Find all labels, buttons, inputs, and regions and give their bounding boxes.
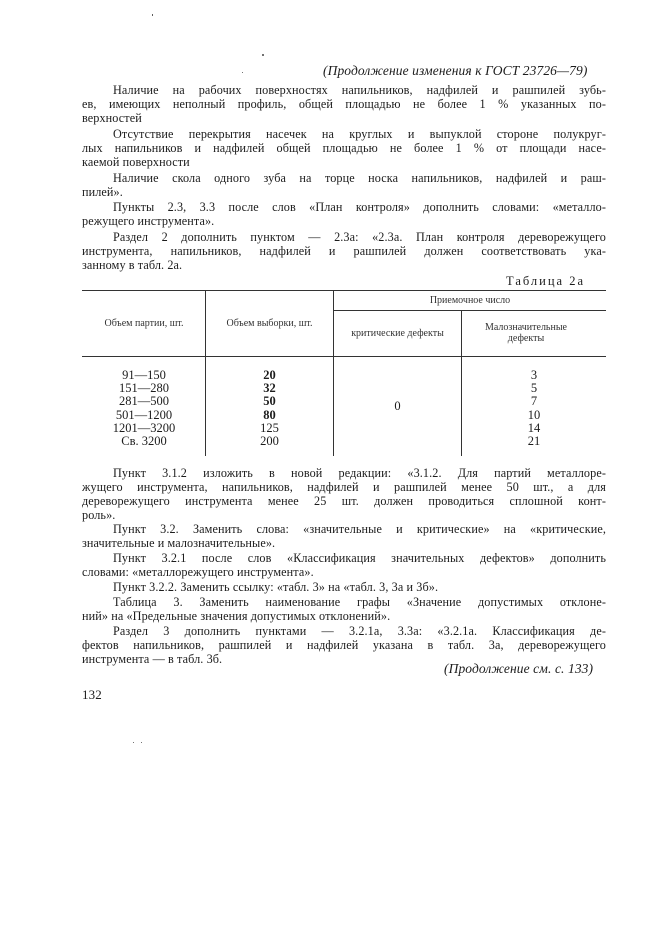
cell-lot-size: 501—1200 bbox=[115, 407, 173, 422]
column-header-acceptance-number: Приемочное число bbox=[429, 295, 511, 306]
scan-speck bbox=[242, 72, 243, 73]
column-header-lot-size: Объем партии, шт. bbox=[104, 318, 184, 329]
table-top-rule bbox=[82, 290, 606, 291]
text-line: Наличие скола одного зуба на торце носка напильников, надфилей и раш- bbox=[113, 171, 606, 185]
cell-sample-size: 125 bbox=[260, 420, 279, 435]
cell-minor-defects: 10 bbox=[527, 407, 541, 422]
text-line: Раздел 2 дополнить пунктом — 2.3а: «2.3а. План контроля дереворежущего bbox=[113, 230, 606, 244]
scan-speck bbox=[133, 742, 134, 743]
text-line: жущего инструмента, напильников, надфилей и рашпилей менее 50 шт., а для bbox=[82, 480, 606, 494]
continuation-header: (Продолжение изменения к ГОСТ 23726—79) bbox=[323, 63, 588, 78]
text-line: Пункт 3.2. Заменить слова: «значительные и критические» на «критические, bbox=[113, 522, 606, 536]
text-line: каемой поверхности bbox=[82, 155, 190, 169]
column-header-minor-defects: Малозначительные дефекты bbox=[485, 322, 567, 344]
cell-lot-size: 91—150 bbox=[122, 368, 166, 382]
cell-lot-size: 151—280 bbox=[119, 381, 169, 396]
text-line: Таблица 3. Заменить наименование графы «Значение допустимых отклоне- bbox=[113, 595, 606, 609]
cell-sample-size: 32 bbox=[263, 381, 276, 396]
text-line: Пункты 2.3, 3.3 после слов «План контроля» дополнить словами: «металло- bbox=[113, 200, 606, 214]
text-line: ев, имеющих неполный профиль, общей площадью не более 1 % указанных по- bbox=[82, 97, 606, 111]
text-line: Пункт 3.2.2. Заменить ссылку: «табл. 3» на «табл. 3, 3а и 3б». bbox=[113, 580, 439, 594]
cell-minor-defects: 5 bbox=[530, 381, 538, 396]
cell-lot-size: 281—500 bbox=[119, 394, 169, 409]
column-divider bbox=[333, 291, 334, 456]
text-line: дереворежущего инструмента менее 25 шт. должен проводиться сплошной конт- bbox=[82, 494, 606, 508]
scan-speck bbox=[141, 742, 142, 743]
cell-sample-size: 80 bbox=[263, 407, 276, 422]
text-line: ний» на «Предельные значения допустимых отклонений». bbox=[82, 609, 391, 623]
text-line: инструмента — в табл. 3б. bbox=[82, 652, 223, 666]
text-line: верхностей bbox=[82, 111, 142, 125]
text-line: Пункт 3.2.1 после слов «Классификация значительных дефектов» дополнить bbox=[113, 551, 606, 565]
cell-lot-size: 1201—3200 bbox=[112, 420, 176, 435]
cell-minor-defects: 3 bbox=[530, 368, 538, 382]
text-line: словами: «металлорежущего инструмента». bbox=[82, 565, 314, 579]
text-line: значительные и малозначительные». bbox=[82, 536, 276, 550]
cell-sample-size: 200 bbox=[260, 434, 279, 448]
header-divider bbox=[82, 356, 606, 357]
page-number: 132 bbox=[82, 687, 102, 702]
text-line: занному в табл. 2а. bbox=[82, 258, 183, 272]
text-line: Раздел 3 дополнить пунктами — 3.2.1а, 3.3а: «3.2.1а. Классификация де- bbox=[113, 624, 606, 638]
cell-minor-defects: 14 bbox=[527, 420, 541, 435]
text-line: лых напильников и надфилей общей площадью не более 1 % от площади насе- bbox=[82, 141, 606, 155]
cell-lot-size: Св. 3200 bbox=[121, 434, 167, 448]
column-header-sample-size: Объем выборки, шт. bbox=[226, 318, 313, 329]
cell-sample-size: 20 bbox=[263, 368, 276, 382]
text-line: Пункт 3.1.2 изложить в новой редакции: «3.1.2. Для партий металлоре- bbox=[113, 466, 606, 480]
text-line: Отсутствие перекрытия насечек на круглых и выпуклой стороне полукруг- bbox=[113, 127, 606, 141]
subheader-divider bbox=[333, 310, 606, 311]
text-line: роль». bbox=[82, 508, 116, 522]
cell-minor-defects: 7 bbox=[530, 394, 538, 409]
scan-speck bbox=[152, 14, 153, 16]
text-line: режущего инструмента». bbox=[82, 214, 215, 228]
continuation-footer: (Продолжение см. с. 133) bbox=[444, 661, 594, 676]
text-line: инструмента, напильников, надфилей и рашпилей должен соответствовать ука- bbox=[82, 244, 606, 258]
text-line: Наличие на рабочих поверхностях напильников, надфилей и рашпилей зубь- bbox=[113, 83, 606, 97]
scan-speck bbox=[262, 54, 264, 56]
cell-sample-size: 50 bbox=[263, 394, 276, 409]
column-header-critical-defects: критические дефекты bbox=[351, 328, 444, 339]
text-line: фектов напильников, рашпилей и надфилей указана в табл. 3а, дереворежущего bbox=[82, 638, 606, 652]
cell-minor-defects: 21 bbox=[527, 434, 541, 448]
acceptance-critical-value: 0 bbox=[394, 399, 401, 413]
text-line: пилей». bbox=[82, 185, 123, 199]
table-title: Таблица 2а bbox=[506, 274, 586, 288]
